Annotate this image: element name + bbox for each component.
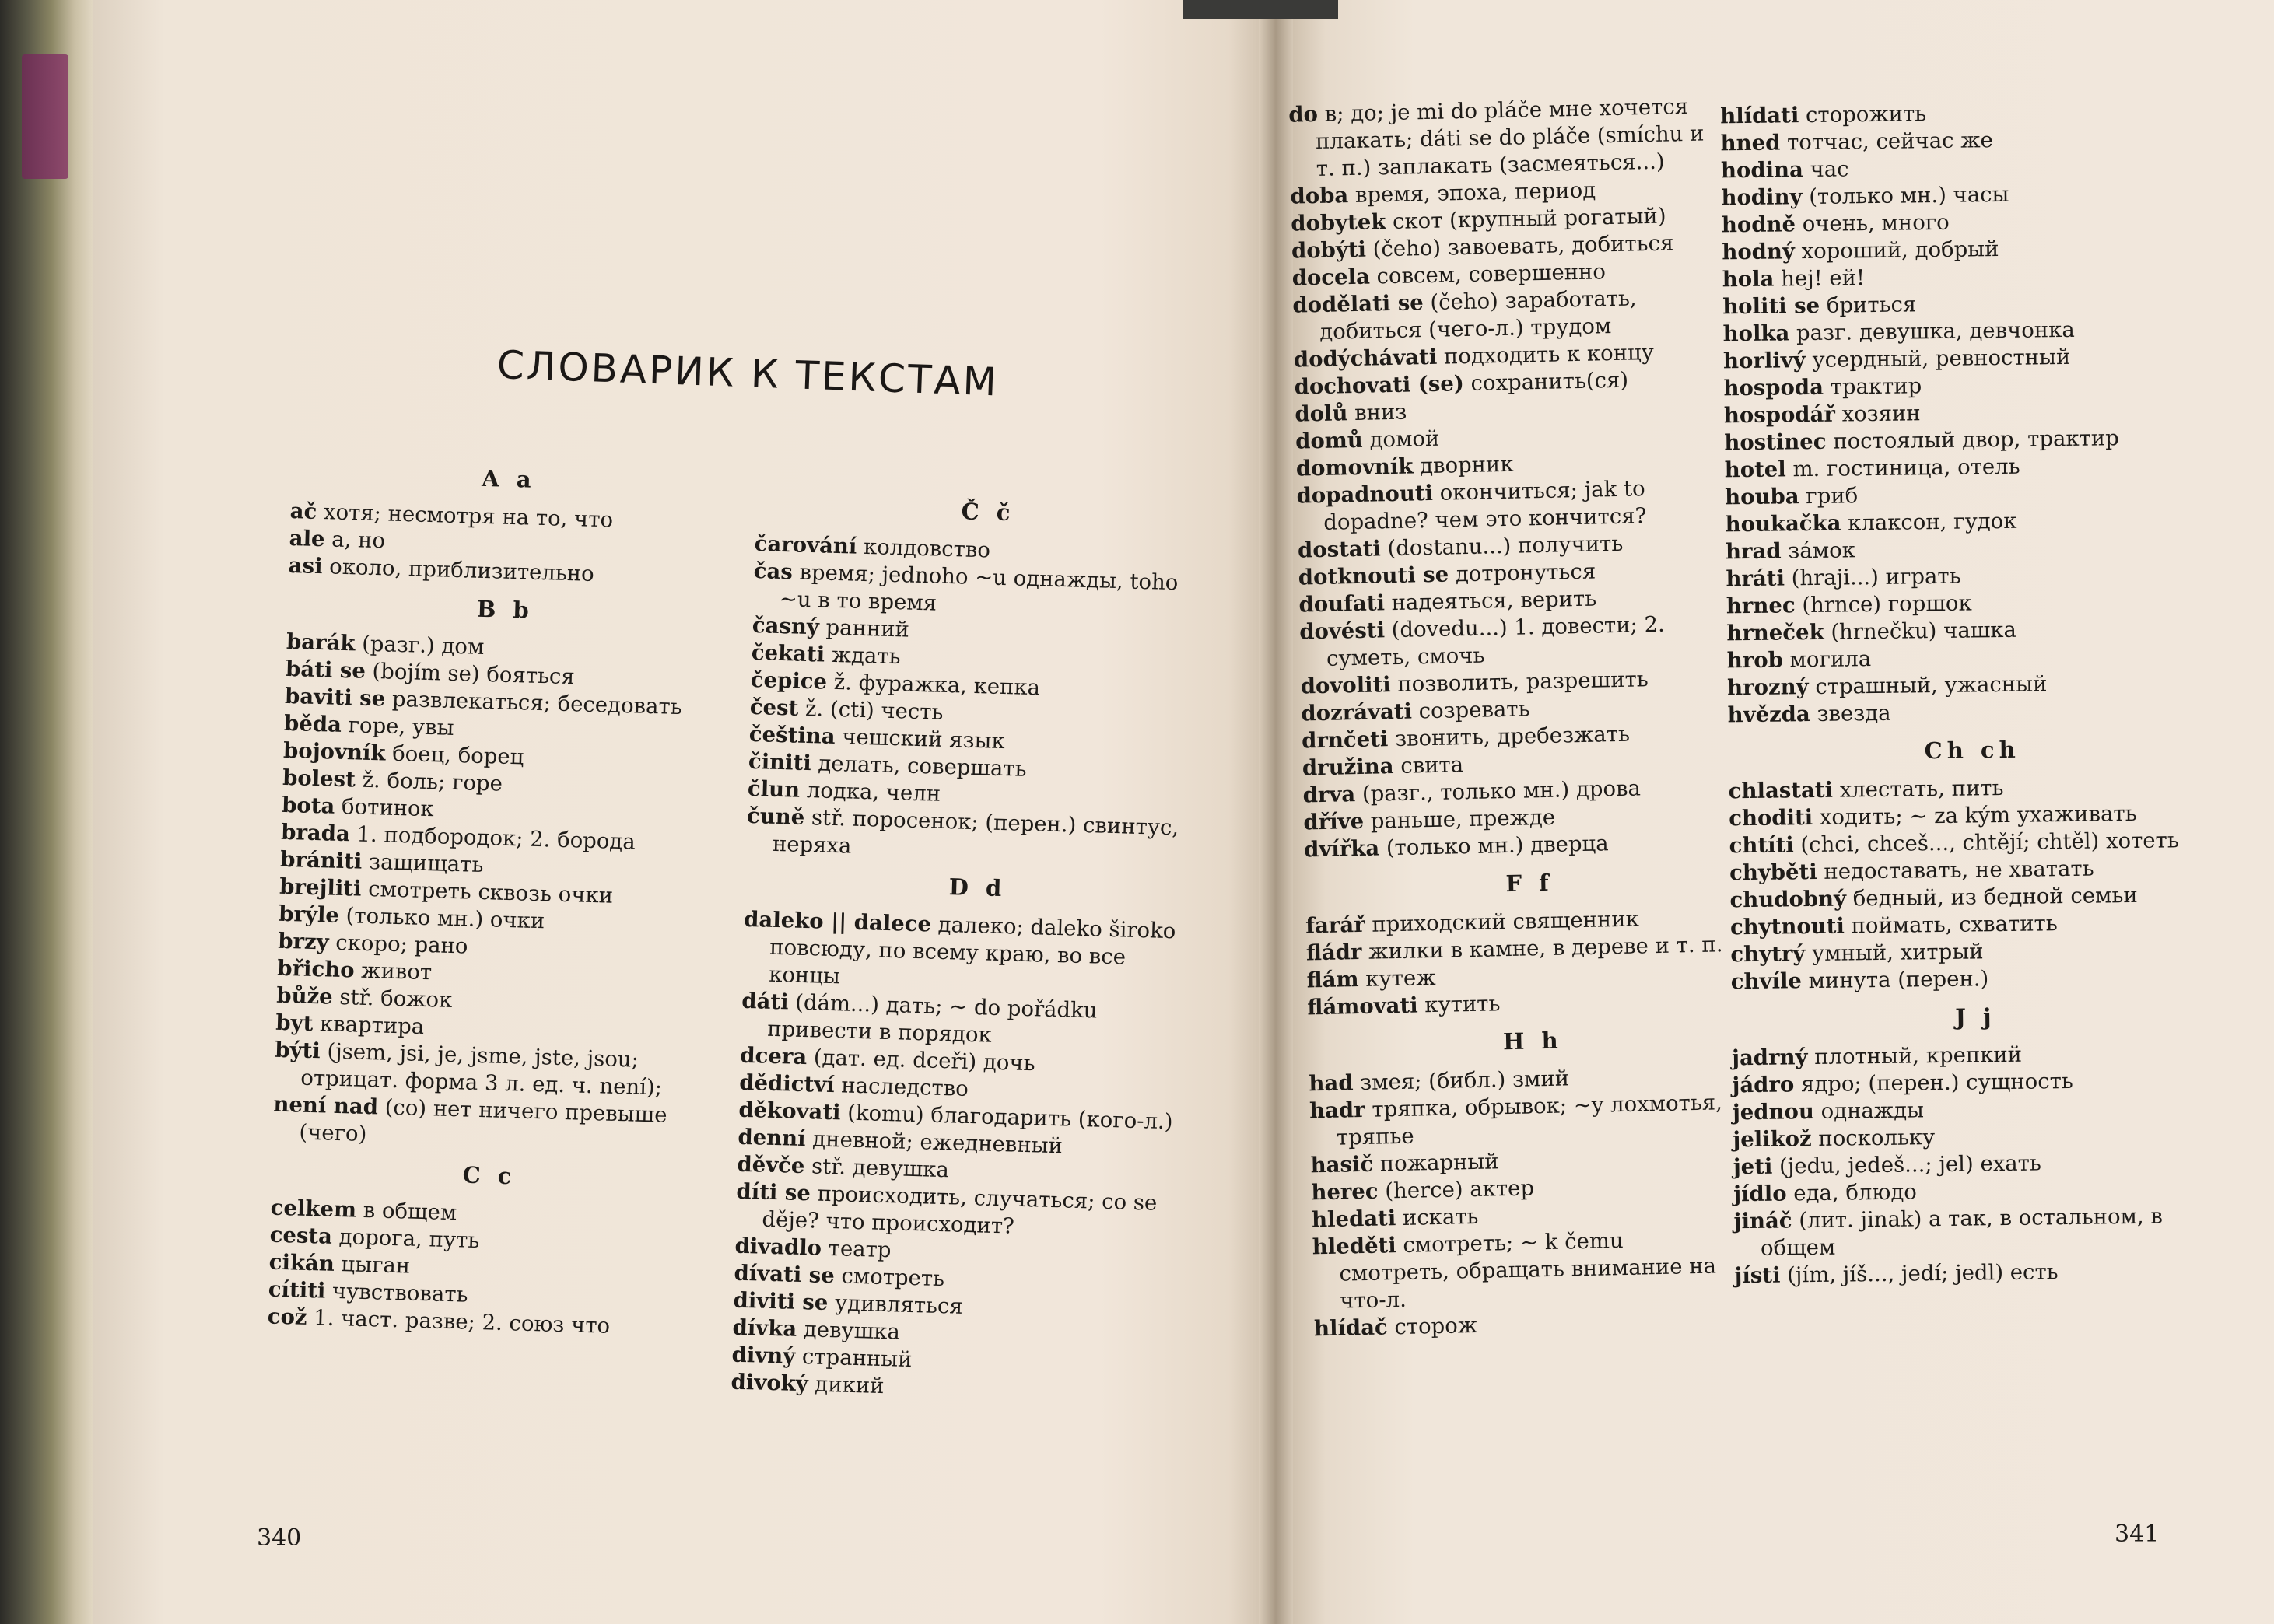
entry-translation: (лит. jinak) а так, в остальном, в общем	[1760, 1203, 2164, 1261]
entry-translation: умный, хитрый	[1805, 939, 1984, 967]
entry-headword: dopadnouti	[1296, 480, 1434, 509]
entry-headword: jadrný	[1731, 1045, 1808, 1071]
entry-translation: (čeho) завоевать, добиться	[1365, 230, 1674, 262]
entry-translation: (разг.) дом	[355, 631, 485, 660]
entry-translation: дворник	[1413, 451, 1514, 479]
entry-headword: brániti	[279, 846, 363, 874]
entry-translation: ботинок	[334, 793, 435, 822]
entry-translation: (jedu, jedeš...; jel) ехать	[1772, 1150, 2042, 1179]
entry-headword: jednou	[1732, 1099, 1815, 1125]
entry-translation: (jím, jíš..., jedí; jedl) есть	[1780, 1259, 2059, 1288]
entry-translation: поскольку	[1811, 1125, 1936, 1152]
entry-translation: (bojím se) бояться	[365, 658, 576, 690]
entry-translation: скоро; рано	[328, 929, 468, 959]
dictionary-column-3	[1288, 93, 1737, 1342]
entry-headword: býti	[274, 1037, 321, 1064]
entry-headword: asi	[288, 552, 323, 579]
entry-translation: ž. (cti) честь	[797, 695, 944, 725]
entry-translation: созревать	[1411, 696, 1530, 724]
entry-headword: bota	[281, 792, 335, 819]
entry-headword: horlivý	[1722, 348, 1806, 374]
entry-translation: клаксон, гудок	[1841, 508, 2017, 536]
entry-translation: дорога, путь	[331, 1223, 480, 1254]
entry-headword: chyběti	[1729, 859, 1817, 886]
dictionary-entry	[1729, 881, 2192, 914]
entry-translation: (dovedu...) 1. довести; 2. суметь, смочь	[1326, 611, 1666, 671]
entry-headword: denní	[738, 1124, 807, 1152]
entry-headword: hotel	[1724, 457, 1786, 483]
entry-headword: báti se	[285, 656, 366, 684]
entry-translation: странный	[794, 1343, 913, 1373]
entry-headword: hodný	[1722, 239, 1796, 265]
entry-translation: хороший, добрый	[1794, 236, 1999, 264]
entry-translation: сохранить(ся)	[1463, 367, 1629, 397]
entry-headword: hleděti	[1312, 1233, 1396, 1260]
entry-translation: (chci, chceš..., chtějí; chtěl) хотеть	[1793, 828, 2179, 858]
entry-translation: (только мн.) часы	[1802, 181, 2009, 210]
entry-headword: brýle	[278, 901, 340, 928]
entry-headword: divoký	[731, 1369, 809, 1397]
entry-headword: dolů	[1295, 401, 1348, 427]
entry-headword: barák	[286, 628, 356, 656]
entry-translation: однажды	[1813, 1097, 1925, 1125]
entry-translation: минута (перен.)	[1801, 966, 1989, 994]
entry-headword: dívati se	[734, 1260, 836, 1289]
entry-translation: искать	[1395, 1203, 1479, 1231]
entry-translation: чувствовать	[324, 1278, 468, 1307]
entry-translation: свита	[1393, 752, 1464, 779]
entry-translation: вниз	[1347, 399, 1407, 426]
entry-translation: stř. поросенок; (перен.) свинтус, неряха	[772, 804, 1179, 859]
entry-translation: тотчас, сейчас же	[1780, 128, 1994, 156]
entry-translation: (hrnečku) чашка	[1824, 617, 2017, 645]
entry-headword: dostati	[1297, 536, 1382, 563]
entry-headword: dovoliti	[1300, 672, 1392, 699]
entry-translation: (jsem, jsi, je, jsme, jste, jsou; отрицат. форма 3 л. ед. ч. není);	[300, 1038, 663, 1101]
entry-headword: daleko || dalece	[743, 906, 932, 937]
dictionary-entry	[1296, 474, 1720, 537]
entry-translation: (dám...) дать; ~ do pořádku привести в порядок	[766, 989, 1098, 1048]
entry-headword: hodiny	[1721, 184, 1803, 211]
entry-translation: горе, увы	[341, 712, 454, 740]
entry-translation: скот (крупный рогатый)	[1385, 203, 1666, 235]
entry-translation: (co) нет ничего превыше (чего)	[299, 1094, 667, 1147]
section-letter: D d	[948, 873, 1007, 902]
entry-translation: (только мн.) очки	[338, 902, 545, 934]
entry-headword: houkačka	[1725, 510, 1841, 537]
entry-translation: ранний	[818, 614, 910, 642]
dictionary-entry	[1733, 1202, 2196, 1262]
entry-translation: дотронуться	[1448, 558, 1596, 587]
dictionary-entry	[1292, 283, 1716, 346]
entry-translation: театр	[821, 1235, 892, 1263]
entry-headword: hrneček	[1726, 619, 1824, 646]
entry-headword: čarování	[754, 531, 857, 559]
entry-translation: боец, борец	[385, 740, 524, 770]
entry-translation: дневной; ежедневный	[805, 1126, 1063, 1159]
entry-translation: квартира	[312, 1011, 425, 1040]
entry-headword: hrozný	[1726, 674, 1809, 701]
entry-headword: hospodář	[1723, 401, 1836, 429]
entry-headword: dědictví	[738, 1069, 836, 1098]
entry-translation: смотреть сквозь очки	[361, 876, 614, 908]
page-number-right: 341	[2115, 1521, 2160, 1548]
entry-translation: сторожить	[1799, 101, 1927, 128]
entry-headword: hospoda	[1723, 374, 1824, 401]
entry-headword: dobýti	[1291, 236, 1367, 264]
entry-translation: могила	[1782, 646, 1872, 673]
entry-translation: плотный, крепкий	[1807, 1041, 2023, 1070]
entry-translation: совсем, совершенно	[1369, 259, 1607, 289]
section-letter: A a	[481, 464, 537, 493]
entry-headword: chvíle	[1730, 968, 1803, 995]
entry-headword: drnčeti	[1301, 726, 1389, 754]
dictionary-entry	[1309, 1089, 1733, 1152]
entry-headword: není nad	[273, 1091, 379, 1120]
entry-headword: dříve	[1303, 808, 1365, 835]
entry-translation: разг. девушка, девчонка	[1789, 317, 2075, 346]
entry-headword: čuně	[746, 803, 805, 830]
entry-translation: развлекаться; беседовать	[384, 686, 683, 720]
dictionary-entry	[1729, 827, 2191, 859]
entry-translation: смотреть	[834, 1263, 945, 1292]
entry-headword: doufati	[1298, 590, 1386, 618]
dictionary-entry	[1734, 1257, 2196, 1290]
entry-translation: трактир	[1823, 373, 1922, 400]
entry-headword: ale	[289, 525, 325, 552]
entry-headword: děvče	[737, 1151, 805, 1179]
entry-headword: diviti se	[733, 1287, 829, 1316]
entry-headword: čas	[753, 558, 794, 585]
entry-headword: hvězda	[1727, 702, 1810, 728]
entry-headword: docela	[1291, 264, 1371, 291]
entry-translation: раньше, прежде	[1363, 804, 1556, 834]
entry-headword: hrad	[1725, 538, 1782, 565]
entry-headword: had	[1309, 1070, 1354, 1097]
entry-translation: недоставать, не хватать	[1817, 856, 2094, 884]
entry-headword: bolest	[282, 765, 356, 793]
dictionary-entry	[1312, 1225, 1736, 1315]
entry-headword: hned	[1720, 130, 1781, 156]
entry-headword: hadr	[1309, 1097, 1366, 1124]
entry-headword: ač	[289, 498, 317, 524]
page-title: СЛОВАРИК К ТЕКСТАМ	[496, 342, 1000, 405]
entry-translation: усердный, ревностный	[1805, 344, 2071, 373]
entry-translation: происходить, случаться; co se děje? что происходит?	[762, 1181, 1158, 1239]
dictionary-entry	[1288, 93, 1713, 183]
entry-translation: тряпка, обрывок; ~y лохмотья, тряпье	[1336, 1090, 1723, 1150]
entry-headword: čepice	[750, 667, 828, 695]
entry-headword: bůže	[275, 982, 334, 1010]
entry-headword: dozrávati	[1301, 698, 1413, 726]
entry-headword: dodělati se	[1292, 290, 1424, 318]
section-letter: B b	[476, 595, 534, 624]
entry-translation: время; jednoho ~u однажды, toho ~u в то время	[779, 559, 1179, 616]
entry-headword: brzy	[277, 928, 330, 955]
dictionary-entry	[1298, 610, 1723, 673]
entry-headword: jeti	[1733, 1153, 1773, 1180]
entry-translation: (hrnce) горшок	[1795, 590, 1972, 618]
entry-headword: hrob	[1726, 647, 1784, 674]
entry-translation: час	[1803, 156, 1849, 183]
entry-translation: время, эпоха, период	[1347, 177, 1596, 208]
entry-translation: змея; (библ.) змий	[1353, 1066, 1570, 1096]
entry-translation: hej! ей!	[1774, 265, 1866, 292]
entry-headword: dobytek	[1290, 209, 1386, 236]
dictionary-column-1	[267, 449, 727, 1342]
entry-translation: далеко; daleko široko повсюду, по всему краю, во все концы	[768, 912, 1176, 989]
entry-translation: домой	[1362, 425, 1440, 453]
entry-translation: наследство	[834, 1073, 969, 1101]
entry-translation: около, приблизительно	[322, 554, 595, 586]
book-cover-edge	[0, 0, 93, 1624]
entry-translation: хозяин	[1834, 401, 1921, 427]
entry-translation: жилки в камне, в дереве и т. п.	[1361, 932, 1723, 964]
entry-translation: зáмок	[1781, 537, 1856, 564]
section-letter: H h	[1502, 1027, 1564, 1055]
entry-translation: ходить; ~ za kým ухаживать	[1812, 800, 2137, 831]
entry-headword: čeština	[748, 721, 836, 750]
section-letter: Č č	[961, 498, 1015, 527]
entry-headword: baviti se	[284, 683, 386, 712]
entry-translation: очень, много	[1795, 209, 1950, 237]
entry-headword: brada	[280, 819, 351, 847]
entry-translation: ядро; (перен.) сущность	[1794, 1068, 2073, 1097]
entry-headword: byt	[275, 1010, 314, 1037]
entry-headword: holka	[1722, 320, 1790, 347]
entry-translation: удивляться	[827, 1290, 964, 1319]
entry-translation: лодка, челн	[799, 777, 941, 807]
entry-translation: хлестать, пить	[1832, 775, 2004, 803]
page-number-left: 340	[257, 1524, 302, 1552]
entry-headword: družina	[1302, 754, 1394, 781]
entry-translation: кутить	[1417, 991, 1501, 1018]
entry-translation: колдовство	[856, 534, 991, 563]
entry-headword: jináč	[1733, 1208, 1792, 1234]
entry-headword: chytrý	[1730, 941, 1806, 968]
entry-translation: подходить к концу	[1436, 339, 1655, 369]
entry-translation: (дат. ед. dceři) дочь	[806, 1045, 1036, 1076]
dictionary-column-2	[731, 482, 1195, 1408]
entry-translation: а, но	[324, 527, 386, 554]
entry-headword: dcera	[739, 1042, 808, 1070]
entry-headword: člun	[747, 775, 801, 803]
dictionary-entry	[272, 1091, 710, 1158]
entry-translation: бриться	[1819, 292, 1917, 318]
entry-headword: domovník	[1295, 453, 1414, 481]
entry-translation: защищать	[361, 849, 484, 878]
entry-headword: chudobný	[1729, 886, 1847, 913]
entry-translation: в общем	[356, 1197, 457, 1226]
entry-translation: ждать	[824, 642, 902, 670]
entry-headword: brejliti	[279, 873, 362, 901]
entry-headword: hlídač	[1313, 1314, 1389, 1342]
entry-headword: což	[267, 1304, 307, 1330]
entry-headword: hrnec	[1726, 593, 1796, 619]
entry-headword: chlastati	[1728, 777, 1834, 804]
entry-translation: 1. подбородок; 2. борода	[349, 821, 636, 855]
entry-headword: farář	[1305, 912, 1365, 939]
dictionary-entry	[746, 803, 1186, 870]
entry-translation: (herce) актер	[1378, 1175, 1535, 1204]
entry-headword: hledati	[1311, 1206, 1396, 1233]
entry-translation: бедный, из бедной семьи	[1845, 882, 2138, 912]
entry-translation: (разг., только мн.) дрова	[1354, 775, 1642, 807]
section-letter: Ch ch	[1924, 736, 2020, 765]
entry-translation: (только мн.) дверца	[1379, 831, 1609, 861]
dictionary-entry	[743, 906, 1183, 1000]
entry-translation: ž. боль; горе	[355, 767, 503, 796]
dictionary-entry	[1730, 963, 2193, 996]
entry-headword: dovésti	[1298, 618, 1386, 645]
entry-headword: jádro	[1732, 1072, 1795, 1098]
entry-translation: (komu) благодарить (кого-л.)	[840, 1100, 1173, 1135]
entry-headword: hodina	[1720, 157, 1804, 184]
entry-headword: dvířka	[1303, 835, 1380, 863]
entry-headword: bojovník	[282, 737, 386, 766]
entry-headword: flámovati	[1307, 992, 1418, 1020]
entry-translation: девушка	[796, 1316, 901, 1345]
entry-headword: chtíti	[1729, 832, 1794, 859]
background-corner	[1183, 0, 1338, 19]
entry-headword: čest	[749, 694, 799, 721]
entry-translation: звонить, дребезжать	[1387, 721, 1631, 752]
dictionary-column-4	[1720, 97, 2197, 1290]
entry-translation: дикий	[808, 1371, 885, 1399]
entry-headword: břicho	[276, 955, 356, 983]
entry-headword: děkovati	[738, 1097, 841, 1125]
section-letter: F f	[1505, 869, 1554, 898]
entry-translation: (čeho) заработать, добиться (чего-л.) трудом	[1319, 285, 1637, 345]
entry-translation: гриб	[1799, 483, 1859, 509]
entry-headword: jídlo	[1733, 1181, 1787, 1207]
entry-headword: dochovati (se)	[1294, 371, 1465, 400]
entry-translation: позволить, разрешить	[1390, 667, 1649, 698]
entry-headword: časný	[752, 612, 820, 640]
entry-headword: čekati	[751, 639, 825, 667]
dictionary-entry	[1727, 696, 2189, 729]
entry-translation: постоялый двор, трактир	[1826, 425, 2119, 454]
entry-translation: в; до; je mi do pláče мне хочется плакать; dáti se do pláče (smíchu и т. п.) заплакать (засмеяться...)	[1315, 93, 1705, 181]
entry-headword: dívka	[732, 1314, 797, 1342]
entry-translation: цыган	[334, 1251, 411, 1279]
entry-headword: hasič	[1310, 1151, 1374, 1178]
entry-headword: jísti	[1734, 1262, 1781, 1289]
section-letter: C c	[462, 1161, 517, 1190]
entry-translation: (dostanu...) получить	[1380, 530, 1624, 562]
entry-translation: приходский священник	[1365, 906, 1640, 937]
entry-headword: dotknouti se	[1298, 562, 1449, 590]
entry-translation: кутеж	[1358, 964, 1436, 992]
entry-translation: делать, совершать	[811, 751, 1028, 782]
entry-headword: drva	[1302, 782, 1356, 808]
entry-translation: еда, блюдо	[1786, 1179, 1918, 1206]
entry-headword: cesta	[269, 1222, 333, 1249]
entry-translation: 1. част. разве; 2. союз что	[307, 1304, 611, 1339]
entry-translation: stř. божок	[332, 984, 453, 1013]
entry-headword: flám	[1306, 967, 1359, 993]
entry-translation: звезда	[1810, 700, 1891, 727]
entry-headword: hlídati	[1720, 103, 1799, 129]
section-letter: J j	[1955, 1003, 1996, 1031]
entry-translation: m. гостиница, отель	[1785, 453, 2020, 482]
entry-headword: celkem	[270, 1195, 357, 1223]
entry-translation: пожарный	[1372, 1149, 1499, 1177]
entry-headword: hráti	[1726, 565, 1785, 592]
entry-headword: divný	[731, 1342, 796, 1369]
entry-headword: fládr	[1305, 939, 1362, 966]
entry-translation: живот	[354, 957, 433, 985]
entry-headword: do	[1288, 101, 1319, 128]
entry-headword: choditi	[1729, 805, 1813, 831]
entry-headword: jelikož	[1733, 1126, 1812, 1153]
bookmark-ribbon	[22, 54, 68, 179]
entry-translation: поймать, схватить	[1844, 911, 2058, 939]
entry-headword: holiti se	[1722, 292, 1820, 320]
entry-headword: dodýchávati	[1293, 344, 1438, 373]
entry-headword: běda	[283, 710, 342, 737]
entry-headword: cítiti	[268, 1276, 326, 1304]
entry-headword: hola	[1722, 266, 1775, 292]
book-gutter	[1259, 0, 1293, 1624]
entry-headword: herec	[1311, 1178, 1379, 1206]
entry-translation: надеяться, верить	[1384, 586, 1597, 616]
entry-headword: chytnouti	[1729, 913, 1845, 940]
entry-translation: ž. фуражка, кепка	[826, 669, 1041, 701]
entry-headword: doba	[1290, 183, 1349, 209]
entry-headword: hodně	[1721, 212, 1796, 238]
entry-headword: domů	[1295, 427, 1364, 454]
entry-headword: hostinec	[1724, 429, 1827, 456]
entry-translation: чешский язык	[835, 724, 1006, 754]
entry-headword: houba	[1725, 484, 1799, 510]
entry-translation: страшный, ужасный	[1808, 671, 2048, 700]
entry-translation: хотя; несмотря на то, что	[316, 499, 614, 533]
entry-headword: divadlo	[734, 1233, 822, 1261]
entry-translation: окончиться; jak to dopadne? чем это кончится?	[1323, 476, 1647, 535]
entry-translation: (hraji...) играть	[1784, 563, 1961, 591]
entry-translation: stř. девушка	[804, 1153, 950, 1183]
entry-translation: сторож	[1387, 1312, 1478, 1340]
entry-headword: činiti	[748, 748, 812, 776]
entry-headword: díti se	[736, 1178, 811, 1206]
entry-headword: dáti	[741, 988, 789, 1015]
entry-translation: смотреть; ~ k čemu смотреть, обращать внимание на что-л.	[1339, 1228, 1717, 1314]
entry-headword: cikán	[268, 1249, 335, 1276]
